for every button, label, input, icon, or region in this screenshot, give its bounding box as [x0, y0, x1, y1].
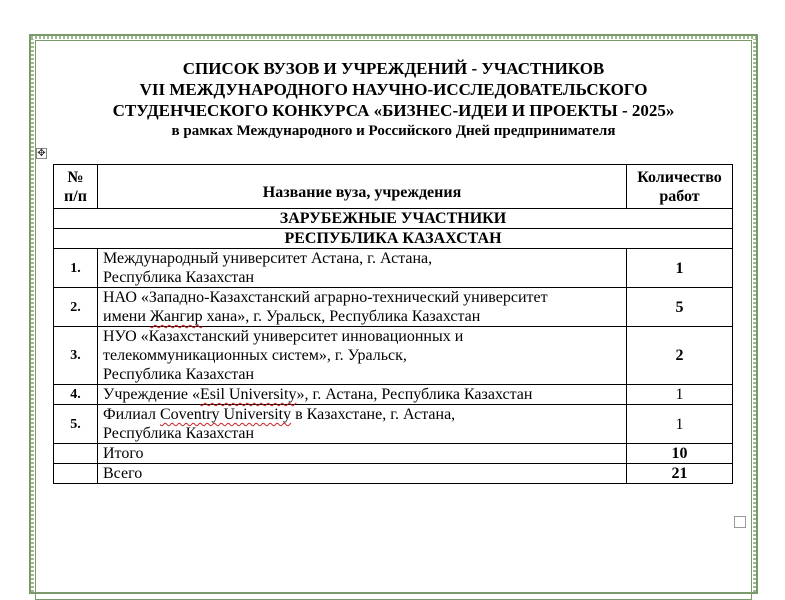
table-resize-handle[interactable] — [734, 516, 746, 528]
header-line-2: VII МЕЖДУНАРОДНОГО НАУЧНО-ИССЛЕДОВАТЕЛЬСКОГО — [139, 80, 648, 99]
row-name — [98, 288, 627, 327]
column-header-number-line1: № — [67, 168, 84, 186]
subtotal-empty-cell — [54, 444, 98, 464]
row-name-text: Филиал — [103, 406, 160, 423]
section-row-foreign — [54, 209, 733, 229]
column-header-number — [54, 165, 98, 209]
row-name-text: имени — [103, 308, 150, 325]
section-title-kazakhstan: РЕСПУБЛИКА КАЗАХСТАН — [54, 229, 733, 249]
section-row-kazakhstan — [54, 229, 733, 249]
spellcheck-word: Жангир — [149, 308, 203, 325]
table-move-handle-icon[interactable]: ✥ — [37, 148, 46, 159]
spellcheck-word: Coventry University — [159, 406, 292, 423]
row-count: 1 — [627, 405, 733, 444]
participants-table — [53, 164, 733, 484]
header-line-3: СТУДЕНЧЕСКОГО КОНКУРСА «БИЗНЕС-ИДЕИ И ПРОЕКТЫ - 2025» — [112, 101, 675, 120]
row-name-line: Республика Казахстан — [103, 425, 255, 442]
table-row — [54, 249, 733, 288]
row-name-line: Международный университет Астана, г. Астана, — [103, 250, 433, 267]
row-number: 2. — [54, 288, 98, 327]
table-header-row — [54, 165, 733, 209]
row-name-text: в Казахстане, г. Астана, — [291, 406, 456, 423]
row-name-text: Учреждение « — [103, 386, 200, 403]
row-name — [98, 405, 627, 444]
column-header-number-line2: п/п — [64, 187, 87, 205]
section-title-foreign: ЗАРУБЕЖНЫЕ УЧАСТНИКИ — [54, 209, 733, 229]
document-header — [35, 58, 752, 142]
table-row — [54, 405, 733, 444]
row-name — [98, 249, 627, 288]
total-row — [54, 464, 733, 484]
table-row — [54, 288, 733, 327]
row-count: 5 — [627, 288, 733, 327]
column-header-count — [627, 165, 733, 209]
row-number: 1. — [54, 249, 98, 288]
row-name-line: НУО «Казахстанский университет инновационных и — [103, 328, 464, 345]
total-value: 21 — [627, 464, 733, 484]
row-name-text: », г. Астана, Республика Казахстан — [296, 386, 533, 403]
row-name-line — [103, 405, 621, 424]
row-count: 1 — [627, 385, 733, 405]
column-header-name: Название вуза, учреждения — [98, 165, 627, 209]
row-name-line: телекоммуникационных систем», г. Уральск, — [103, 347, 407, 364]
header-line-4: в рамках Международного и Российского Дней предпринимателя — [171, 123, 616, 139]
total-empty-cell — [54, 464, 98, 484]
table-row — [54, 327, 733, 385]
header-line-1: СПИСОК ВУЗОВ И УЧРЕЖДЕНИЙ - УЧАСТНИКОВ — [182, 59, 605, 78]
row-name-line: Республика Казахстан — [103, 269, 255, 286]
row-number: 4. — [54, 385, 98, 405]
table-row — [54, 385, 733, 405]
spellcheck-word: Esil University — [200, 386, 297, 403]
row-name-line — [103, 307, 621, 326]
row-name-line: НАО «Западно-Казахстанский аграрно-технический университет — [103, 289, 548, 306]
column-header-count-line2: работ — [659, 187, 700, 205]
row-name — [98, 327, 627, 385]
row-count: 1 — [627, 249, 733, 288]
row-name-text: хана», г. Уральск, Республика Казахстан — [202, 308, 481, 325]
row-number: 3. — [54, 327, 98, 385]
total-label: Всего — [98, 464, 627, 484]
subtotal-value: 10 — [627, 444, 733, 464]
row-name — [98, 385, 627, 405]
row-count: 2 — [627, 327, 733, 385]
column-header-count-line1: Количество — [637, 168, 722, 186]
row-number: 5. — [54, 405, 98, 444]
subtotal-row — [54, 444, 733, 464]
row-name-line: Республика Казахстан — [103, 366, 255, 383]
subtotal-label: Итого — [98, 444, 627, 464]
